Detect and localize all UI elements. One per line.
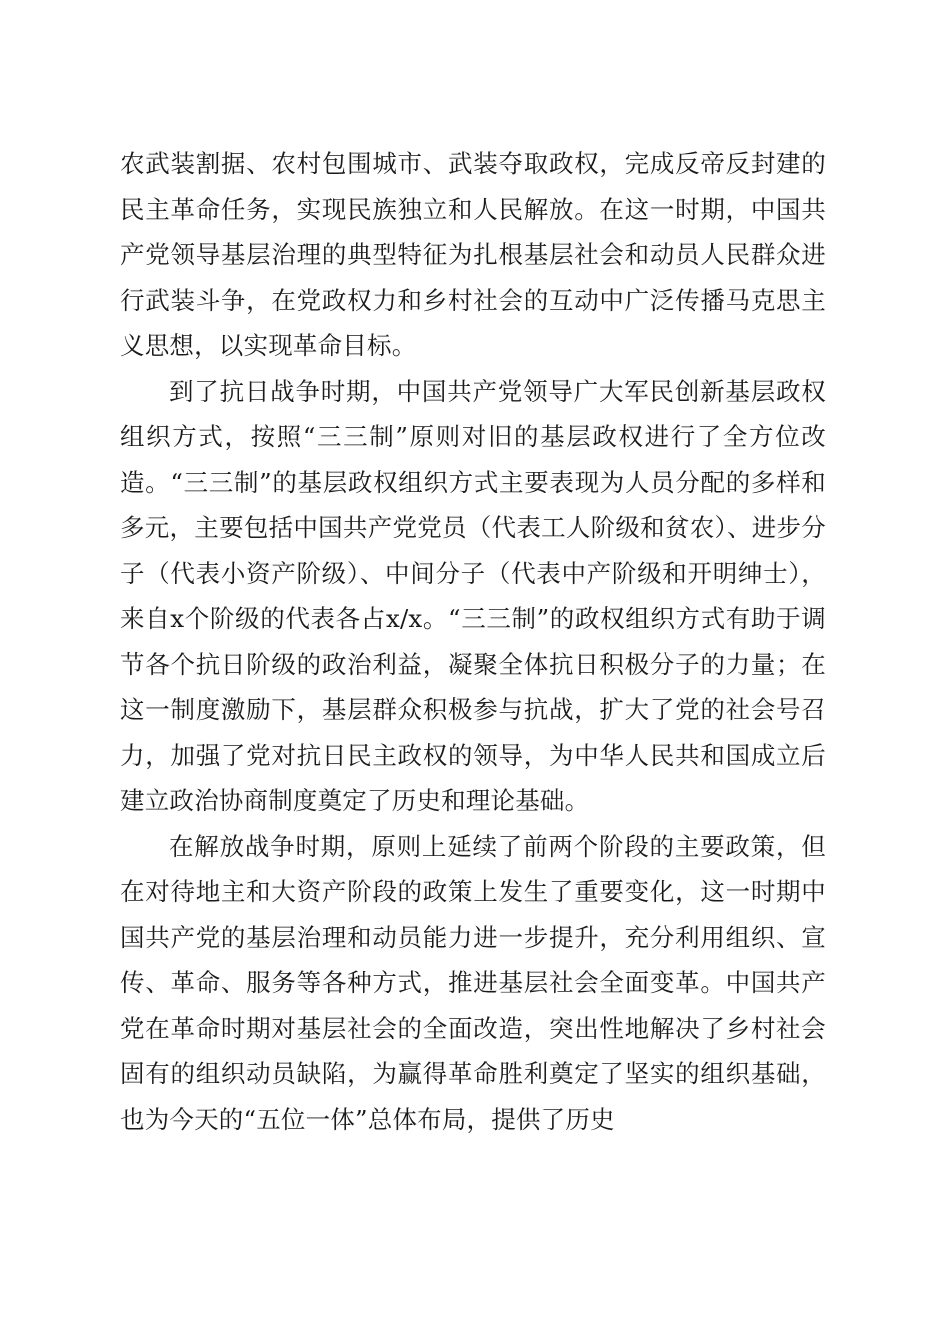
body-text: [120, 141, 826, 1142]
paragraph-anti-japanese-war: 到了抗日战争时期，中国共产党领导广大军民创新基层政权组织方式，按照“三三制”原则对旧的基层政权进行了全方位改造。“三三制”的基层政权组织方式主要表现为人员分配的多样和多元，主要包括中国共产党党员（代表工人阶级和贫农）、进步分子（代表小资产阶级）、中间分子（代表中产阶级和开明绅士），来自x个阶级的代表各占x/x。“三三制”的政权组织方式有助于调节各个抗日阶级的政治利益，凝聚全体抗日积极分子的力量；在这一制度激励下，基层群众积极参与抗战，扩大了党的社会号召力，加强了党对抗日民主政权的领导，为中华人民共和国成立后建立政治协商制度奠定了历史和理论基础。: [120, 376, 826, 815]
paragraph-continuation: 农武装割据、农村包围城市、武装夺取政权，完成反帝反封建的民主革命任务，实现民族独立和人民解放。在这一时期，中国共产党领导基层治理的典型特征为扎根基层社会和动员人民群众进行武装斗争，在党政权力和乡村社会的互动中广泛传播马克思主义思想，以实现革命目标。: [120, 149, 826, 360]
paragraph-liberation-war: 在解放战争时期，原则上延续了前两个阶段的主要政策，但在对待地主和大资产阶段的政策上发生了重要变化，这一时期中国共产党的基层治理和动员能力进一步提升，充分利用组织、宣传、革命、服务等各种方式，推进基层社会全面变革。中国共产党在革命时期对基层社会的全面改造，突出性地解决了乡村社会固有的组织动员缺陷，为赢得革命胜利奠定了坚实的组织基础，也为今天的“五位一体”总体布局，提供了历史: [120, 831, 826, 1134]
